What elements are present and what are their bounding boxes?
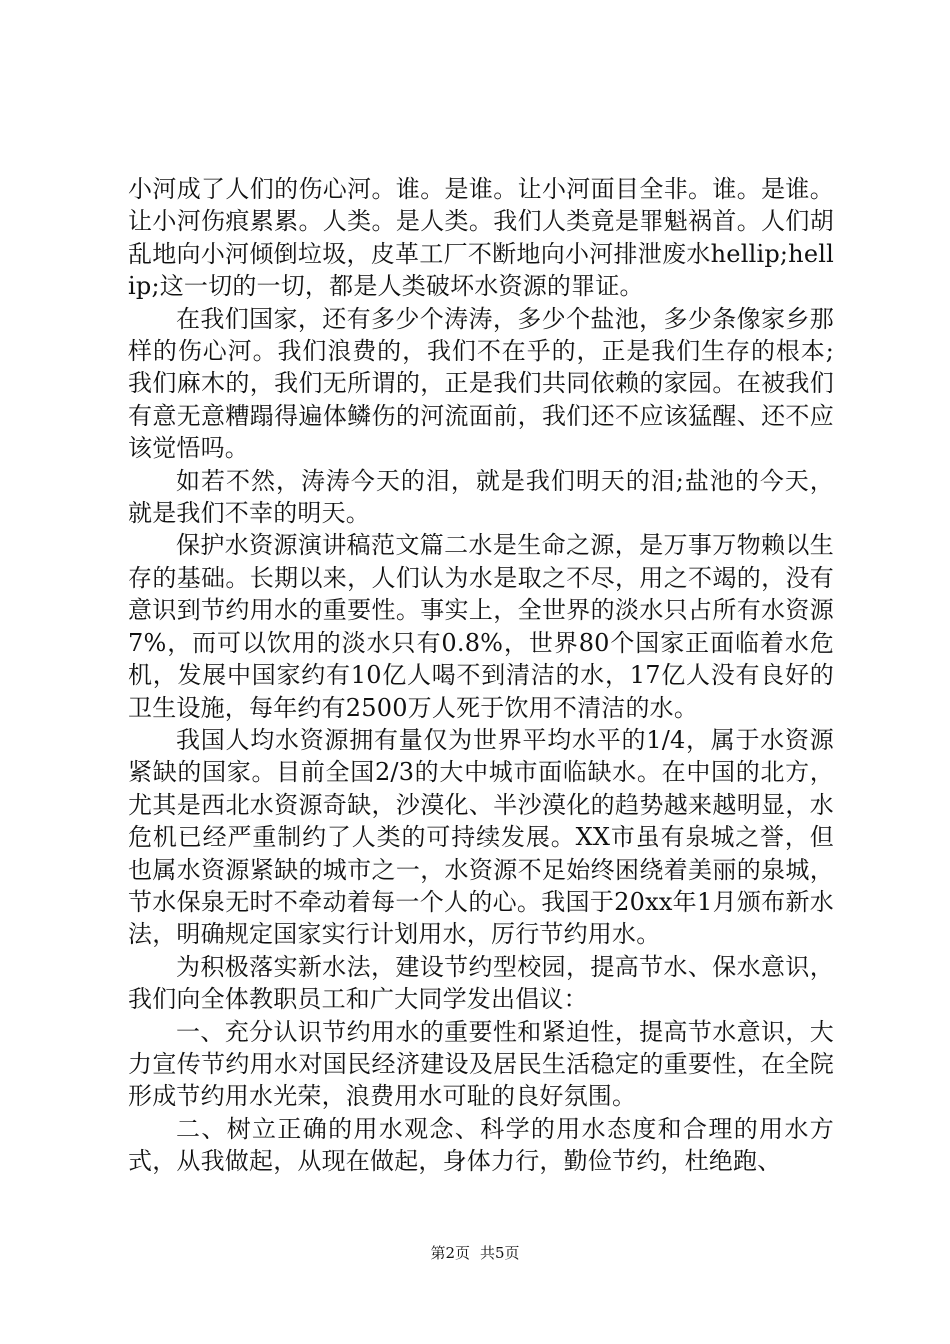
page-total: 共5页: [480, 1244, 520, 1262]
document-body: [128, 173, 834, 1178]
page-number: 第2页: [430, 1244, 470, 1262]
paragraph-4: 保护水资源演讲稿范文篇二水是生命之源，是万事万物赖以生存的基础。长期以来，人们认为水是取之不尽，用之不竭的，没有意识到节约用水的重要性。事实上，全世界的淡水只占所有水资源7%，而可以饮用的淡水只有0.8%，世界80个国家正面临着水危机，发展中国家约有10亿人喝不到清洁的水，17亿人没有良好的卫生设施，每年约有2500万人死于饮用不清洁的水。: [128, 531, 834, 722]
paragraph-3: 如若不然，涛涛今天的泪，就是我们明天的泪;盐池的今天，就是我们不幸的明天。: [128, 466, 834, 528]
page-footer: [0, 1243, 950, 1263]
paragraph-7: 一、充分认识节约用水的重要性和紧迫性，提高节水意识，大力宣传节约用水对国民经济建设及居民生活稳定的重要性，在全院形成节约用水光荣，浪费用水可耻的良好氛围。: [128, 1017, 834, 1111]
paragraph-1: 小河成了人们的伤心河。谁。是谁。让小河面目全非。谁。是谁。让小河伤痕累累。人类。是人类。我们人类竟是罪魁祸首。人们胡乱地向小河倾倒垃圾，皮革工厂不断地向小河排泄废水hellip;hellip;这一切的一切，都是人类破坏水资源的罪证。: [128, 175, 834, 301]
paragraph-6: 为积极落实新水法，建设节约型校园，提高节水、保水意识，我们向全体教职员工和广大同学发出倡议：: [128, 952, 834, 1014]
paragraph-8: 二、树立正确的用水观念、科学的用水态度和合理的用水方式，从我做起，从现在做起，身体力行，勤俭节约，杜绝跑、: [128, 1114, 834, 1176]
paragraph-5: 我国人均水资源拥有量仅为世界平均水平的1/4，属于水资源紧缺的国家。目前全国2/3的大中城市面临缺水。在中国的北方，尤其是西北水资源奇缺，沙漠化、半沙漠化的趋势越来越明显，水危机已经严重制约了人类的可持续发展。XX市虽有泉城之誉，但也属水资源紧缺的城市之一，水资源不足始终困绕着美丽的泉城，节水保泉无时不牵动着每一个人的心。我国于20xx年1月颁布新水法，明确规定国家实行计划用水，厉行节约用水。: [128, 725, 834, 949]
paragraph-2: 在我们国家，还有多少个涛涛，多少个盐池，多少条像家乡那样的伤心河。我们浪费的，我们不在乎的，正是我们生存的根本;我们麻木的，我们无所谓的，正是我们共同依赖的家园。在被我们有意无意糟蹋得遍体鳞伤的河流面前，我们还不应该猛醒、还不应该觉悟吗。: [128, 304, 834, 463]
